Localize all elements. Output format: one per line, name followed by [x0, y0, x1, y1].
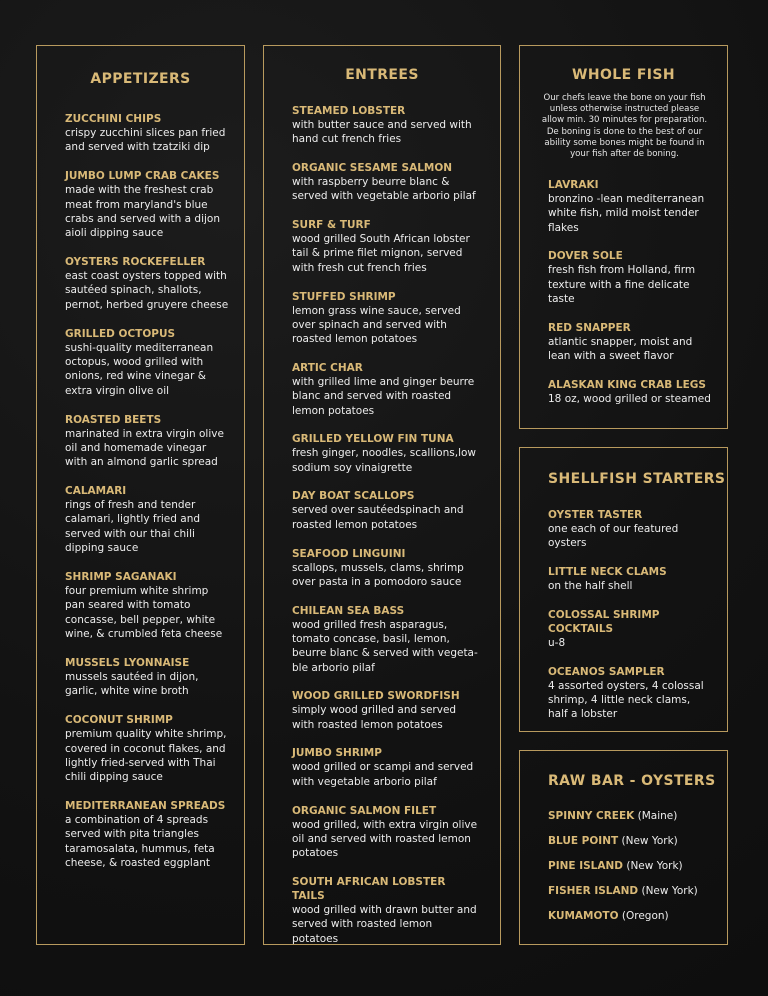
- item-name: CHILEAN SEA BASS: [292, 604, 405, 617]
- menu-item: [292, 547, 480, 590]
- entrees-list: [292, 104, 480, 960]
- entrees-title: ENTREES: [345, 67, 419, 83]
- item-name: ARTIC CHAR: [292, 361, 363, 374]
- menu-item: [548, 249, 713, 306]
- item-desc: made with the freshest crab meat from maryland's blue crabs and served with a dijon aioli dipping sauce: [65, 184, 220, 240]
- shellfish-panel: [519, 447, 728, 732]
- menu-item: [65, 799, 230, 870]
- oyster-origin: (New York): [641, 885, 698, 897]
- menu-item: [292, 432, 480, 475]
- menu-item: [292, 361, 480, 418]
- item-name: JUMBO LUMP CRAB CAKES: [65, 170, 220, 183]
- item-name: RED SNAPPER: [548, 321, 631, 334]
- whole-fish-list: [548, 178, 713, 421]
- oyster-item: [548, 809, 718, 823]
- item-name: COLOSSAL SHRIMP COCKTAILS: [548, 608, 660, 635]
- menu-item: [292, 218, 480, 275]
- menu-item: [292, 104, 480, 147]
- item-name: ROASTED BEETS: [65, 413, 162, 426]
- item-desc: 4 assorted oysters, 4 colossal shrimp, 4 little neck clams, half a lobster: [548, 679, 704, 721]
- shellfish-title: SHELLFISH STARTERS: [548, 471, 726, 487]
- menu-item: [548, 565, 713, 593]
- item-desc: wood grilled fresh asparagus, tomato concase, basil, lemon, beurre blanc & served with vegeta-ble arborio pilaf: [292, 618, 478, 674]
- menu-item: [292, 875, 480, 946]
- item-desc: lemon grass wine sauce, served over spinach and served with roasted lemon potatoes: [292, 304, 461, 346]
- oyster-name: SPINNY CREEK: [548, 810, 635, 822]
- item-desc: marinated in extra virgin olive oil and homemade vinegar with an almond garlic spread: [65, 427, 224, 469]
- whole-fish-title: WHOLE FISH: [572, 67, 675, 83]
- oyster-name: KUMAMOTO: [548, 910, 619, 922]
- raw-bar-panel: [519, 750, 728, 945]
- menu-item: [65, 327, 230, 398]
- menu-item: [548, 178, 713, 235]
- shellfish-list: [548, 508, 713, 736]
- item-name: CALAMARI: [65, 485, 127, 498]
- menu-item: [548, 378, 713, 406]
- item-name: OYSTER TASTER: [548, 509, 643, 521]
- appetizers-panel: [36, 45, 245, 945]
- item-desc: scallops, mussels, clams, shrimp over pasta in a pomodoro sauce: [292, 561, 464, 588]
- oyster-origin: (Oregon): [621, 910, 669, 922]
- item-name: SURF & TURF: [292, 219, 371, 232]
- menu-item: [65, 169, 230, 240]
- menu-item: [292, 290, 480, 347]
- oyster-name: BLUE POINT: [548, 835, 619, 847]
- item-desc: atlantic snapper, moist and lean with a sweet flavor: [548, 335, 693, 363]
- whole-fish-note: Our chefs leave the bone on your fish unless otherwise instructed please allow min. 30 minutes for preparation. De boning is done to the best of our ability some bones might be found in your fish after de boning.: [541, 93, 708, 160]
- item-name: SEAFOOD LINGUINI: [292, 547, 406, 560]
- item-name: GRILLED OCTOPUS: [65, 327, 176, 340]
- item-desc: 18 oz, wood grilled or steamed: [548, 392, 711, 405]
- item-desc: fresh fish from Holland, firm texture with a fine delicate taste: [548, 264, 696, 305]
- item-name: OYSTERS ROCKEFELLER: [65, 256, 206, 269]
- item-name: LITTLE NECK CLAMS: [548, 566, 667, 579]
- item-name: ORGANIC SESAME SALMON: [292, 162, 453, 175]
- oyster-item: [548, 834, 718, 848]
- menu-item: [292, 604, 480, 675]
- menu-item: [548, 321, 713, 364]
- item-name: WOOD GRILLED SWORDFISH: [292, 690, 460, 703]
- item-desc: served over sautéedspinach and roasted lemon potatoes: [292, 504, 464, 531]
- oyster-name: PINE ISLAND: [548, 860, 624, 872]
- menu-item: [548, 508, 713, 551]
- entrees-panel: [263, 45, 501, 945]
- menu-item: [548, 665, 713, 722]
- raw-bar-title: RAW BAR - OYSTERS: [548, 773, 716, 789]
- oyster-origin: (Maine): [637, 810, 678, 822]
- menu-item: [65, 255, 230, 312]
- menu-item: [292, 689, 480, 732]
- item-desc: wood grilled with drawn butter and served with roasted lemon potatoes: [292, 903, 477, 945]
- appetizers-title: APPETIZERS: [90, 71, 191, 87]
- menu-item: [292, 489, 480, 532]
- menu-item: [65, 484, 230, 555]
- menu-item: [548, 608, 713, 650]
- oyster-item: [548, 909, 718, 923]
- item-name: ORGANIC SALMON FILET: [292, 804, 437, 817]
- whole-fish-panel: [519, 45, 728, 429]
- oyster-origin: (New York): [621, 835, 678, 847]
- item-name: LAVRAKI: [548, 179, 599, 191]
- item-name: STUFFED SHRIMP: [292, 290, 396, 303]
- item-name: ALASKAN KING CRAB LEGS: [548, 378, 706, 391]
- menu-item: [65, 570, 230, 641]
- raw-bar-list: [548, 809, 718, 934]
- oyster-name: FISHER ISLAND: [548, 885, 639, 897]
- item-desc: four premium white shrimp pan seared with tomato concasse, bell pepper, white wine, & crumbled feta cheese: [65, 585, 223, 640]
- item-name: DAY BOAT SCALLOPS: [292, 490, 415, 503]
- item-desc: fresh ginger, noodles, scallions,low sodium soy vinaigrette: [292, 447, 476, 474]
- item-desc: premium quality white shrimp, covered in coconut flakes, and lightly fried-served with Thai chili dipping sauce: [65, 728, 227, 784]
- menu-item: [65, 112, 230, 155]
- appetizers-list: [65, 112, 230, 885]
- menu-item: [292, 161, 480, 204]
- item-name: SHRIMP SAGANAKI: [65, 571, 177, 584]
- item-desc: u-8: [548, 636, 566, 649]
- item-name: ZUCCHINI CHIPS: [65, 113, 162, 125]
- item-name: COCONUT SHRIMP: [65, 714, 173, 727]
- menu-item: [292, 804, 480, 861]
- menu-item: [65, 713, 230, 784]
- item-name: MEDITERRANEAN SPREADS: [65, 800, 226, 813]
- item-desc: east coast oysters topped with sautéed spinach, shallots, pernot, herbed gruyere cheese: [65, 270, 229, 311]
- item-name: DOVER SOLE: [548, 250, 623, 263]
- item-desc: simply wood grilled and served with roasted lemon potatoes: [292, 704, 457, 731]
- item-desc: on the half shell: [548, 580, 633, 593]
- item-name: STEAMED LOBSTER: [292, 105, 406, 117]
- item-desc: wood grilled or scampi and served with vegetable arborio pilaf: [292, 761, 474, 788]
- item-desc: mussels sautéed in dijon, garlic, white wine broth: [65, 670, 199, 698]
- item-desc: sushi-quality mediterranean octopus, wood grilled with onions, red wine vinegar & extra virgin olive oil: [65, 341, 214, 397]
- oyster-item: [548, 884, 718, 898]
- menu-item: [292, 746, 480, 789]
- menu-item: [65, 656, 230, 699]
- item-desc: rings of fresh and tender calamari, lightly fried and served with our thai chili dipping sauce: [65, 499, 201, 555]
- item-desc: bronzino -lean mediterranean white fish, mild moist tender flakes: [548, 193, 705, 234]
- item-desc: one each of our featured oysters: [548, 523, 679, 550]
- whole-fish-note-wrap: [538, 93, 711, 160]
- item-name: SOUTH AFRICAN LOBSTER TAILS: [292, 875, 446, 902]
- item-name: JUMBO SHRIMP: [292, 747, 382, 760]
- item-desc: wood grilled South African lobster tail & prime filet mignon, served with fresh cut french fries: [292, 233, 470, 274]
- item-name: MUSSELS LYONNAISE: [65, 656, 190, 669]
- item-desc: with butter sauce and served with hand cut french fries: [292, 119, 472, 146]
- item-desc: wood grilled, with extra virgin olive oil and served with roasted lemon potatoes: [292, 818, 478, 860]
- item-desc: with raspberry beurre blanc & served with vegetable arborio pilaf: [292, 176, 476, 203]
- item-desc: with grilled lime and ginger beurre blanc and served with roasted lemon potatoes: [292, 375, 475, 417]
- item-desc: a combination of 4 spreads served with pita triangles taramosalata, hummus, feta cheese, & roasted eggplant: [65, 814, 215, 869]
- menu-item: [65, 413, 230, 470]
- oyster-origin: (New York): [626, 860, 683, 872]
- item-desc: crispy zucchini slices pan fried and served with tzatziki dip: [65, 127, 226, 154]
- oyster-item: [548, 859, 718, 873]
- item-name: OCEANOS SAMPLER: [548, 665, 665, 678]
- item-name: GRILLED YELLOW FIN TUNA: [292, 433, 454, 446]
